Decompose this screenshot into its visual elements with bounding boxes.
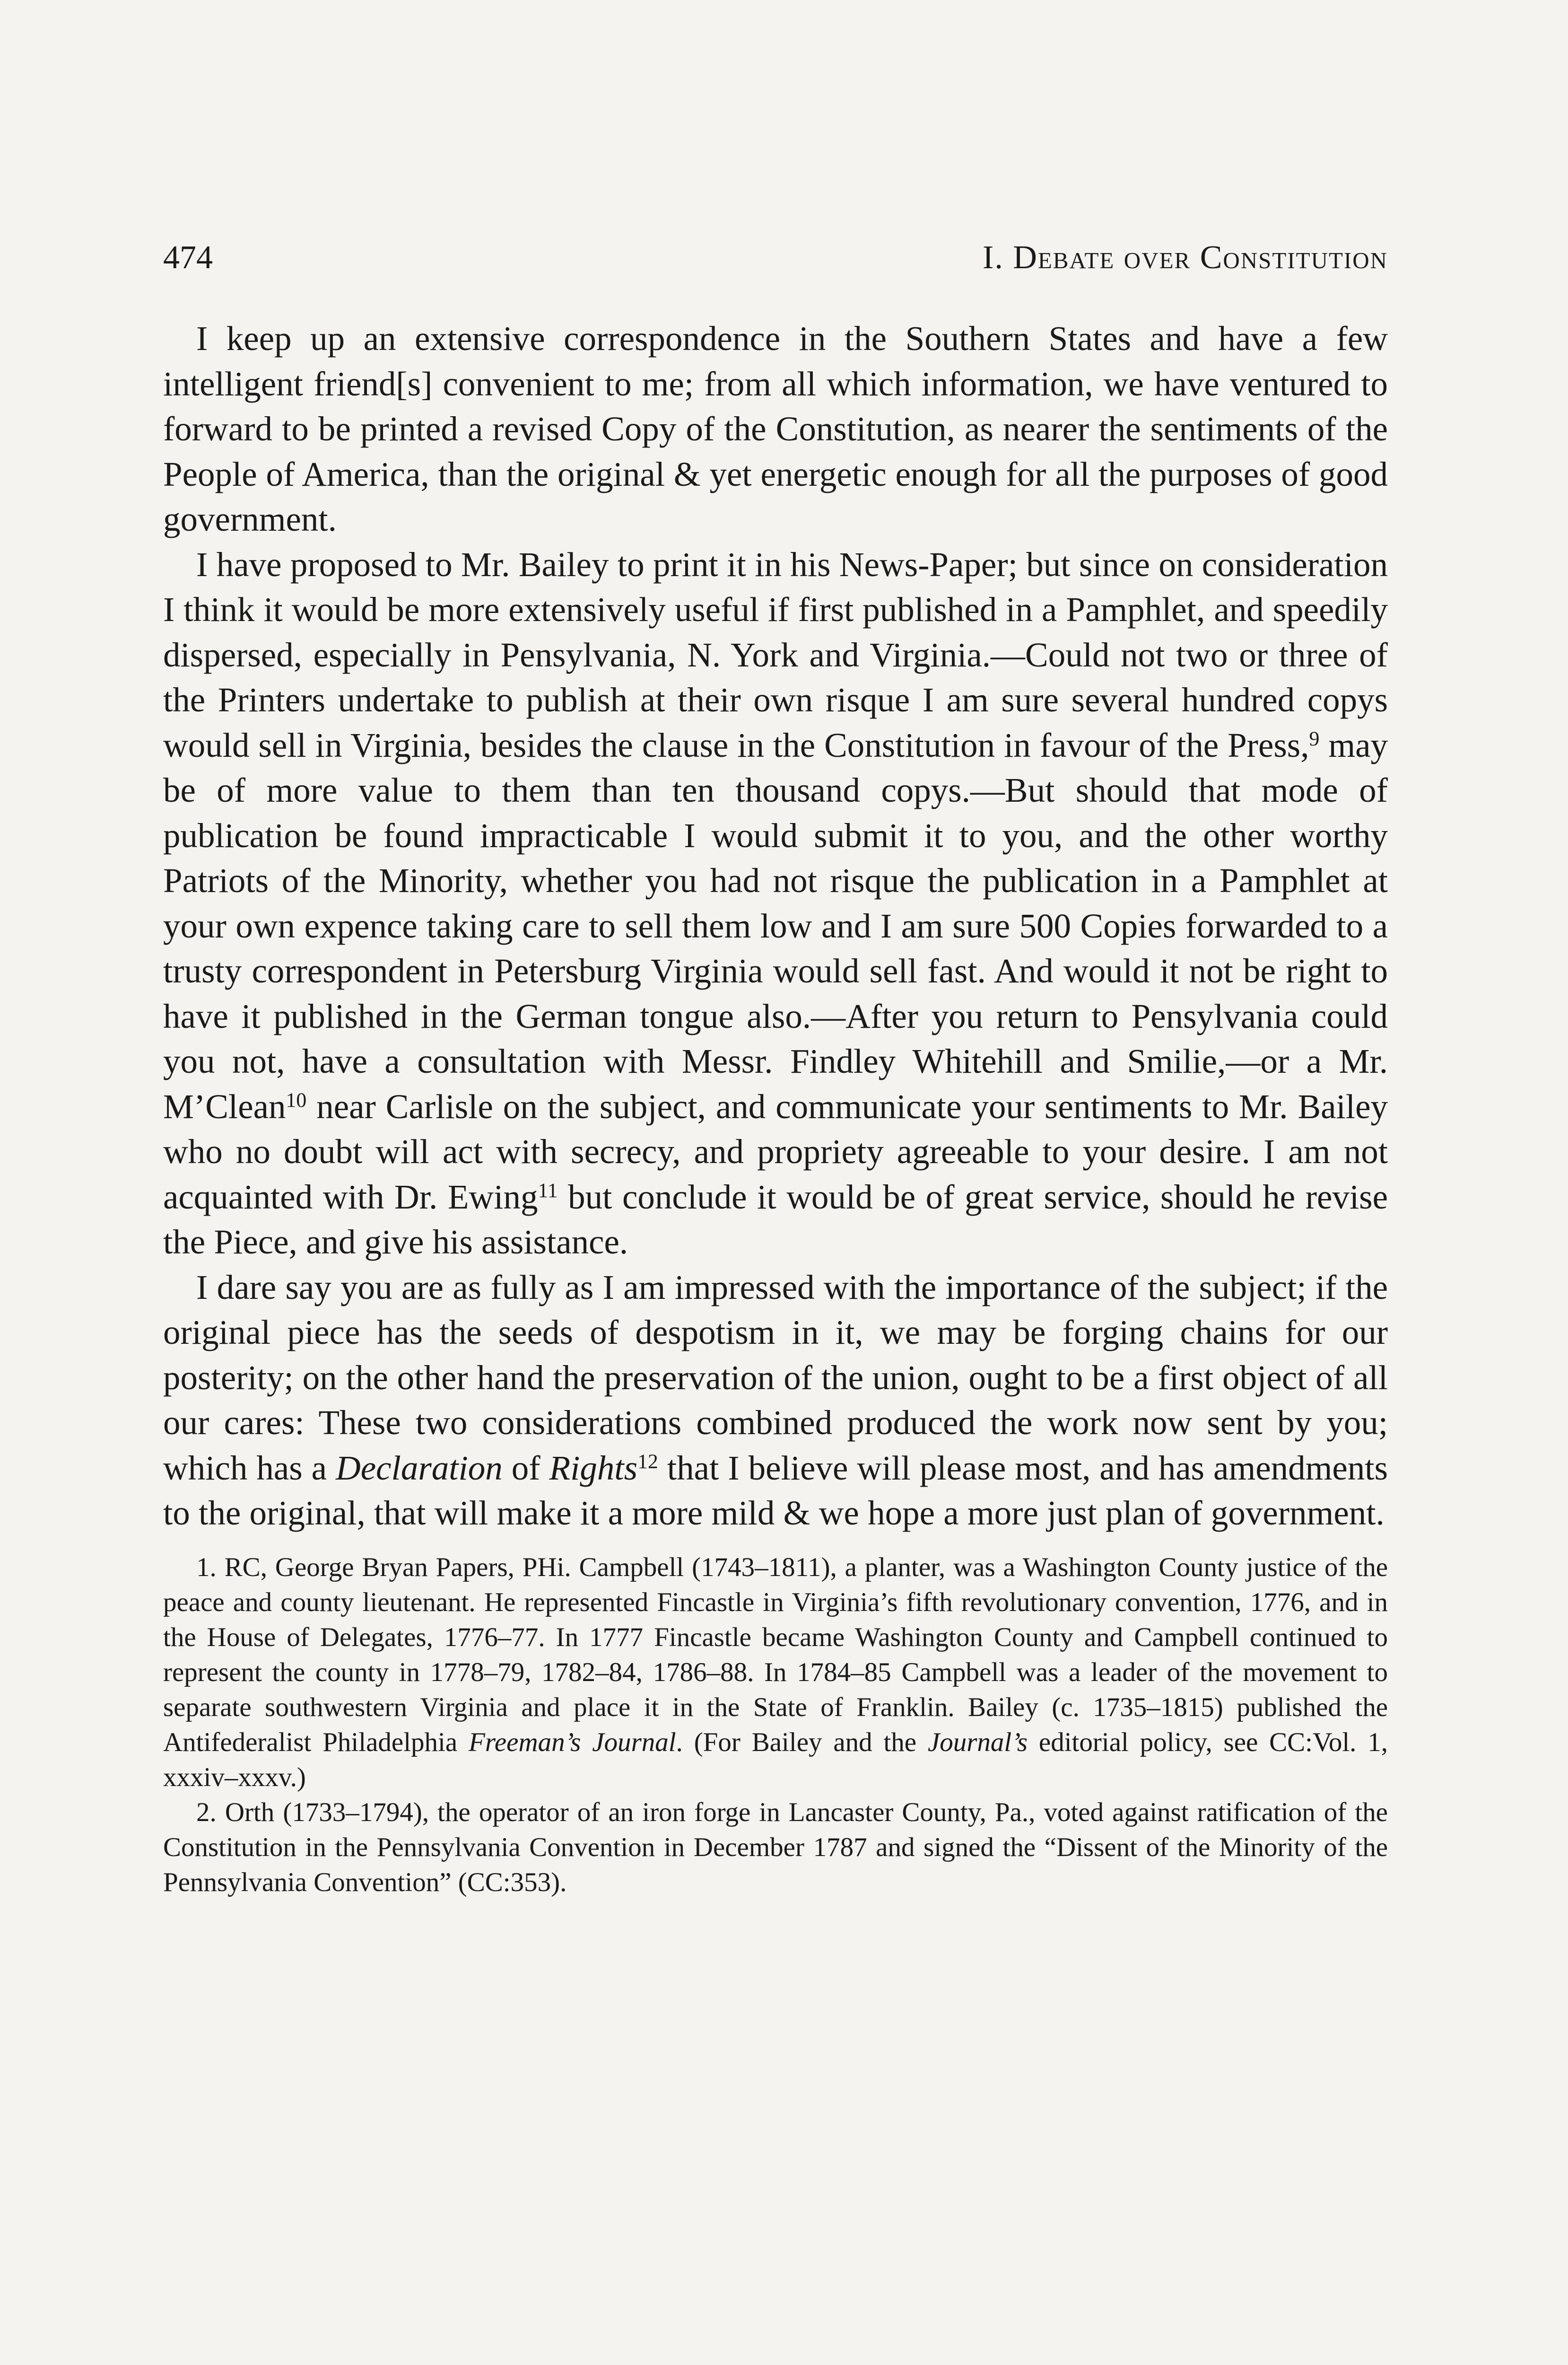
body-text bbox=[163, 316, 1388, 1536]
rights-term: Rights bbox=[549, 1448, 638, 1487]
page-number: 474 bbox=[163, 239, 213, 276]
paragraph-2-text-a: I have proposed to Mr. Bailey to print it in his News-Paper; but since on consideration I think it would be more extensively useful if first published in a Pamphlet, and speedily dispersed, especially in Pensylvania, N. York and Virginia.—Could not two or three of the Printers undertake to publish at their own risque I am sure several hundred copys would sell in Virginia, besides the clause in the Constitution in favour of the Press, bbox=[163, 545, 1388, 764]
footnote-1 bbox=[163, 1550, 1388, 1795]
footnote-1-text-c: editorial policy, see CC:Vol. 1, xxxiv–xxxv.) bbox=[163, 1727, 1388, 1792]
running-title: I. Debate over Constitution bbox=[983, 239, 1388, 276]
paragraph-3-text-a: I dare say you are as fully as I am impressed with the importance of the subject; if the original piece has the seeds of despotism in it, we may be forging chains for our posterity; on the other hand the preservation of the union, ought to be a first object of all our cares: These two considerations combined produced the work now sent by you; which has a bbox=[163, 1268, 1388, 1487]
running-head bbox=[163, 232, 1388, 284]
footnote-2: 2. Orth (1733–1794), the operator of an iron forge in Lancaster County, Pa., voted against ratification of the Constitution in the Pennsylvania Convention in December 1787 and signed the “Dissent of the Minority of the Pennsylvania Convention” (CC:353). bbox=[163, 1797, 1388, 1897]
paragraph-2-text-d: but conclude it would be of great service, should he revise the Piece, and give his assistance. bbox=[163, 1177, 1388, 1261]
paragraph-2 bbox=[163, 542, 1388, 1265]
footnote-1-freemans-journal: Freeman’s Journal bbox=[469, 1727, 676, 1757]
footnote-ref-10[interactable]: 10 bbox=[286, 1088, 307, 1112]
paragraph-2-text-b: may be of more value to them than ten thousand copys.—But should that mode of publication be found impracticable I would submit it to you, and the other worthy Patriots of the Minority, whether you had not risque the publication in a Pamphlet at your own expence taking care to sell them low and I am sure 500 Copies forwarded to a trusty correspondent in Petersburg Virginia would sell fast. And would it not be right to have it published in the German tongue also.—After you return to Pensylvania could you not, have a consultation with Messr. Findley Whitehill and Smilie,—or a Mr. M’Clean bbox=[163, 726, 1388, 1126]
declaration-term: Declaration bbox=[336, 1448, 503, 1487]
footnote-1-journals: Journal’s bbox=[927, 1727, 1028, 1757]
footnote-1-text-a: 1. RC, George Bryan Papers, PHi. Campbell (1743–1811), a planter, was a Washington County justice of the peace and county lieutenant. He represented Fincastle in Virginia’s fifth revolutionary convention, 1776, and in the House of Delegates, 1776–77. In 1777 Fincastle became Washington County and Campbell continued to represent the county in 1778–79, 1782–84, 1786–88. In 1784–85 Campbell was a leader of the movement to separate southwestern Virginia and place it in the State of Franklin. Bailey (c. 1735–1815) published the Antifederalist Philadelphia bbox=[163, 1552, 1388, 1757]
document-page bbox=[163, 232, 1388, 1900]
paragraph-3-text-b: that I believe will please most, and has amendments to the original, that will make it a more mild & we hope a more just plan of government. bbox=[163, 1448, 1388, 1532]
footnote-ref-12[interactable]: 12 bbox=[637, 1450, 658, 1473]
footnote-1-text-b: . (For Bailey and the bbox=[676, 1727, 928, 1757]
footnotes bbox=[163, 1550, 1388, 1900]
footnote-ref-9[interactable]: 9 bbox=[1309, 727, 1320, 750]
paragraph-2-text-c: near Carlisle on the subject, and communicate your sentiments to Mr. Bailey who no doubt will act with secrecy, and propriety agreeable to your desire. I am not acquainted with Dr. Ewing bbox=[163, 1087, 1388, 1216]
paragraph-3-of: of bbox=[502, 1448, 549, 1487]
paragraph-1: I keep up an extensive correspondence in the Southern States and have a few intelligent friend[s] convenient to me; from all which information, we have ventured to forward to be printed a revised Copy of the Constitution, as nearer the sentiments of the People of America, than the original & yet energetic enough for all the purposes of good government. bbox=[163, 319, 1388, 538]
paragraph-3 bbox=[163, 1265, 1388, 1536]
footnote-ref-11[interactable]: 11 bbox=[538, 1179, 558, 1202]
